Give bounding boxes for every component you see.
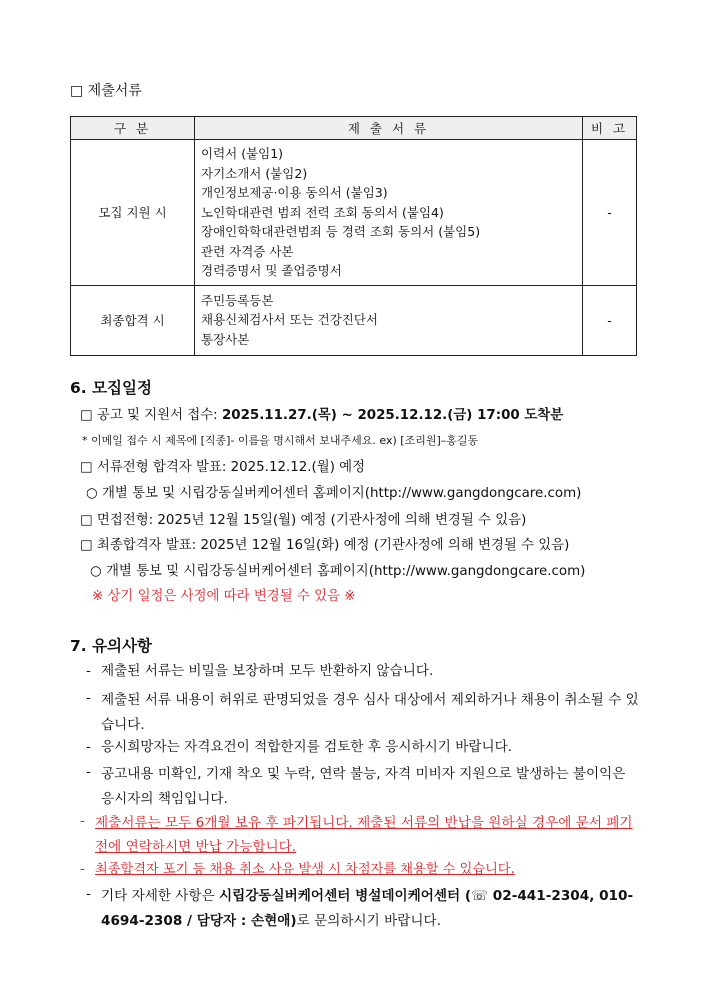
list-item: 장애인학학대관련범죄 등 경력 조회 동의서 (붙임5) [201,224,481,239]
documents-table [70,116,637,356]
note-item [80,811,641,859]
note-text: 제출된 서류 내용이 허위로 판명되었을 경우 심사 대상에서 제외하거나 채용이 취소될 수 있습니다. [101,692,639,733]
period-label: □ 공고 및 지원서 접수: [80,408,222,423]
list-item: 경력증명서 및 졸업증명서 [201,263,342,278]
list-item: 주민등록등본 [201,292,274,308]
final-announcement: □ 최종합격자 발표: 2025년 12월 16일(화) 예정 (기관사정에 의해 변경될 수 있음) [80,538,570,553]
row-category: 모집 지원 시 [71,140,195,286]
dash-bullet: - [86,663,91,679]
notes-title: 7. 유의사항 [70,637,152,655]
row-category: 최종합격 시 [71,285,195,355]
document-screening-announcement: □ 서류전형 합격자 발표: 2025.12.12.(월) 예정 [80,460,366,475]
list-item: 관련 자격증 사본 [201,243,294,259]
contact-info: 시립강동실버케어센터 병설데이케어센터 (☏ 02-441-2304, 010-4694-2308 / 담당자 : 손현애) [101,888,634,929]
period-value: 2025.11.27.(목) ~ 2025.12.12.(금) 17:00 도착분 [221,408,564,423]
list-item: 통장사본 [201,331,250,347]
dash-bullet: - [86,739,91,755]
dash-bullet: - [80,861,85,877]
dash-bullet: - [80,813,85,829]
row-note: - [583,285,637,355]
documents-heading: □ 제출서류 [70,83,142,99]
note-text: 최종합격자 포기 등 채용 취소 사유 발생 시 차점자를 채용할 수 있습니다. [95,862,515,877]
table-row [71,285,637,355]
list-item: 노인학대관련 범죄 전력 조회 동의서 (붙임4) [201,204,444,220]
table-header-row [71,117,637,140]
notification-method-1: ○ 개별 통보 및 시립강동실버케어센터 홈페이지(http://www.gangdongcare.com) [86,486,582,501]
note-item [86,884,641,934]
schedule-change-warning: ※ 상기 일정은 사정에 따라 변경될 수 있음 ※ [92,589,356,604]
notification-method-2: ○ 개별 통보 및 시립강동실버케어센터 홈페이지(http://www.gangdongcare.com) [90,564,586,579]
list-item: 채용신체검사서 또는 건강진단서 [201,312,378,328]
note-item [86,661,641,682]
list-item: 자기소개서 (붙임2) [201,165,308,181]
contact-prefix: 기타 자세한 사항은 [101,888,220,904]
note-text: 제출서류는 모두 6개월 보유 후 파기됩니다. 제출된 서류의 반납을 원하실 경우에 문서 폐기 전에 연락하시면 반납 가능합니다. [95,815,633,855]
schedule-title: 6. 모집일정 [70,379,152,397]
dash-bullet: - [86,764,91,780]
note-text: 공고내용 미확인, 기재 착오 및 누락, 연락 불능, 자격 미비자 지원으로 발생하는 불이익은 응시자의 책임입니다. [101,766,626,807]
row-note: - [583,140,637,286]
email-note: * 이메일 접수 시 제목에 [직종]- 이름을 명시해서 보내주세요. ex) [조리원]–홍길동 [82,434,479,447]
header-category: 구 분 [71,117,195,140]
interview-schedule: □ 면접전형: 2025년 12월 15일(월) 예정 (기관사정에 의해 변경될 수 있음) [80,513,527,528]
dash-bullet: - [86,690,91,706]
note-item [86,762,641,812]
note-item [80,859,641,880]
table-row [71,140,637,286]
contact-suffix: 로 문의하시기 바랍니다. [296,913,441,929]
note-text: 제출된 서류는 비밀을 보장하며 모두 반환하지 않습니다. [101,663,434,679]
row-items [195,285,583,355]
note-text: 응시희망자는 자격요건이 적합한지를 검토한 후 응시하시기 바랍니다. [101,739,513,755]
note-item [86,688,641,738]
list-item: 이력서 (붙임1) [201,146,284,161]
dash-bullet: - [86,886,91,902]
header-note: 비 고 [583,117,637,140]
note-item [86,737,641,758]
list-item: 개인정보제공·이용 동의서 (붙임3) [201,185,388,200]
note-text [101,884,641,934]
row-items [195,140,583,286]
schedule-application-period [80,404,563,423]
header-documents: 제 출 서 류 [195,117,583,140]
